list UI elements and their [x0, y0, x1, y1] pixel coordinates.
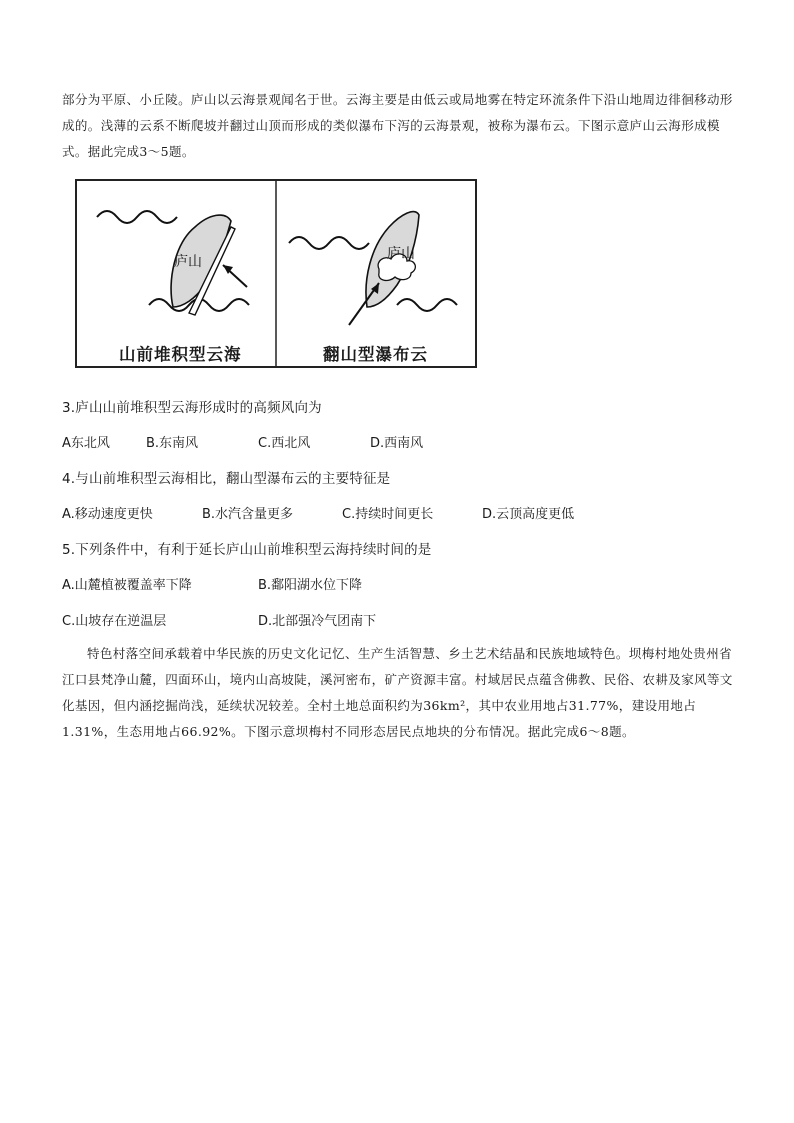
caption-left: 山前堆积型云海 [119, 345, 242, 364]
question-4-option-c: C.持续时间更长 [342, 507, 434, 522]
wave-top-right [289, 237, 369, 249]
mountain-label-right: 庐山 [387, 246, 415, 262]
question-4-option-d: D.云顶高度更低 [482, 507, 575, 522]
question-4-option-b: B.水汽含量更多 [202, 507, 294, 522]
cloud-sea-figure [75, 179, 477, 368]
question-5-option-b: B.鄱阳湖水位下降 [258, 578, 363, 593]
question-5-option-a: A.山麓植被覆盖率下降 [62, 578, 192, 593]
question-4-stem: 4.与山前堆积型云海相比，翻山型瀑布云的主要特征是 [62, 471, 391, 487]
passage-2-paragraph: 特色村落空间承载着中华民族的历史文化记忆、生产生活智慧、乡土艺术结晶和民族地域特色。坝梅村地处贵州省江口县梵净山麓，四面环山，境内山高坡陡，溪河密布，矿产资源丰富。村域居民点蕴含佛教、民俗、农耕及家风等文化基因，但内涵挖掘尚浅，延续状况较差。全村土地总面积约为36km²，其中农业用地占31.77%，建设用地占1.31%，生态用地占66.92%。下图示意坝梅村不同形态居民点地块的分布情况。据此完成6～8题。 [62, 646, 733, 739]
caption-right: 翻山型瀑布云 [323, 345, 428, 364]
question-5-option-c: C.山坡存在逆温层 [62, 614, 167, 629]
question-3-option-c: C.西北风 [258, 436, 311, 451]
figure-drawing [77, 181, 475, 366]
wave-top-left [97, 211, 177, 223]
question-4-option-a: A.移动速度更快 [62, 507, 153, 522]
intro-paragraph: 部分为平原、小丘陵。庐山以云海景观闻名于世。云海主要是由低云或局地雾在特定环流条件下沿山地周边徘徊移动形成的。浅薄的云系不断爬坡并翻过山顶而形成的类似瀑布下泻的云海景观，被称为瀑布云。下图示意庐山云海形成模式。据此完成3～5题。 [62, 92, 733, 159]
question-5-stem: 5.下列条件中，有利于延长庐山山前堆积型云海持续时间的是 [62, 542, 432, 558]
wave-bottom-right [397, 299, 457, 311]
question-3-stem: 3.庐山山前堆积型云海形成时的高频风向为 [62, 400, 322, 416]
question-3-option-b: B.东南风 [146, 436, 199, 451]
question-5-option-d: D.北部强冷气团南下 [258, 614, 377, 629]
mountain-label-left: 庐山 [174, 254, 202, 270]
question-3-option-d: D.西南风 [370, 436, 424, 451]
question-3-option-a: A东北风 [62, 436, 110, 451]
